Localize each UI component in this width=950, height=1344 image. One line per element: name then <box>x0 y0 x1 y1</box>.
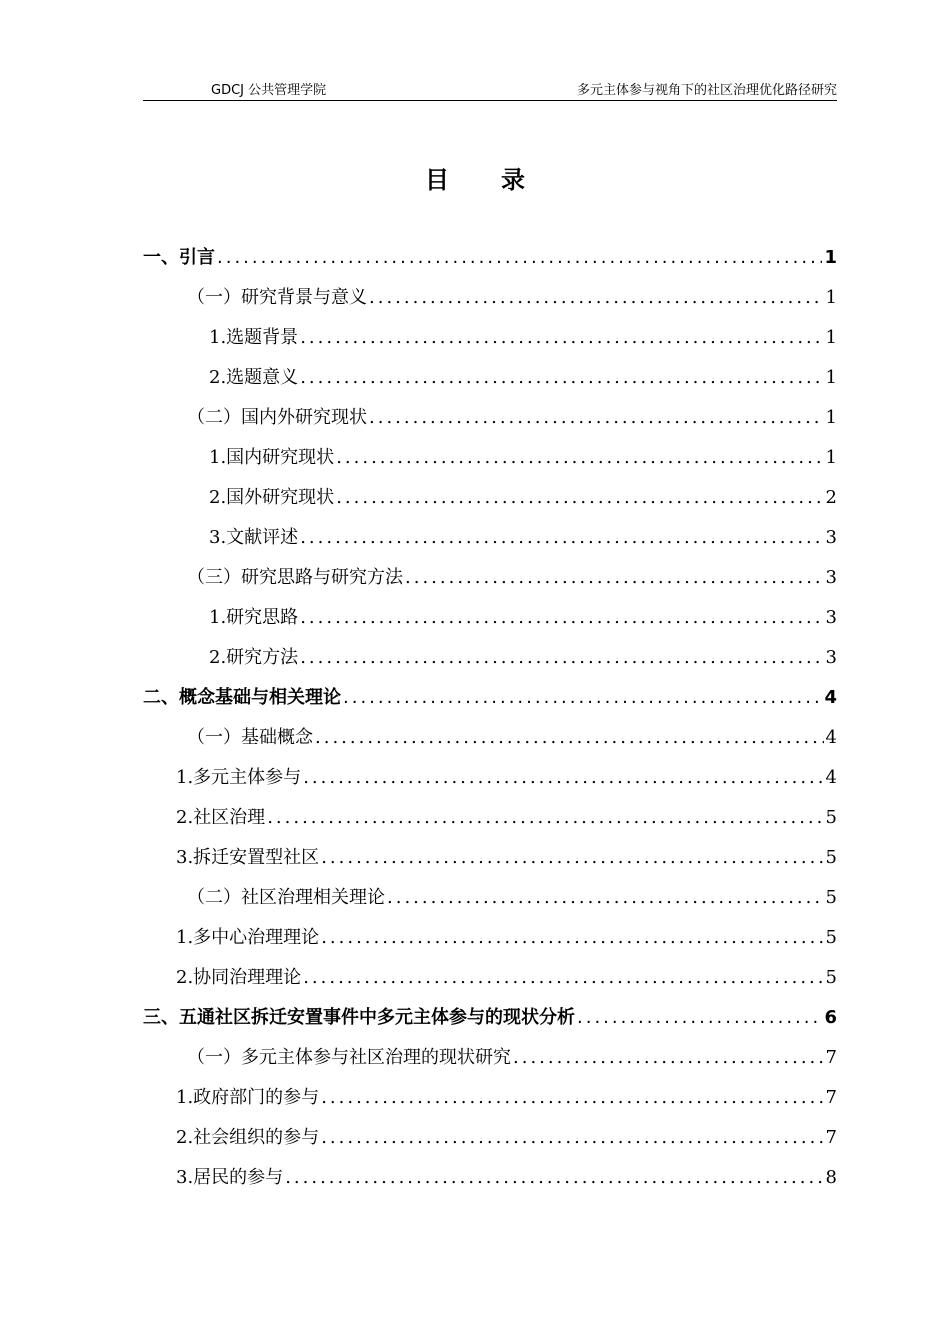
toc-entry-label: （二）国内外研究现状 <box>187 407 367 428</box>
toc-entry-label: 1.多元主体参与 <box>176 767 302 788</box>
toc-entry-level3[interactable] <box>143 1078 837 1118</box>
toc-entry-label: 2.国外研究现状 <box>209 487 335 508</box>
toc-entry-level2[interactable] <box>143 718 837 758</box>
toc-entry-label: 1.政府部门的参与 <box>176 1087 320 1108</box>
toc-entry-label: 1.多中心治理理论 <box>176 927 320 948</box>
toc-leader-dots <box>369 278 824 318</box>
toc-leader-dots <box>300 638 823 678</box>
toc-entry-label: 1.研究思路 <box>209 607 299 628</box>
toc-entry-page: 2 <box>825 487 837 508</box>
toc-entry-label: 一、引言 <box>143 247 215 268</box>
toc-leader-dots <box>405 558 824 598</box>
toc-entry-level1[interactable] <box>143 238 837 278</box>
toc-entry-level3[interactable] <box>143 358 837 398</box>
toc-entry-label: （二）社区治理相关理论 <box>187 887 385 908</box>
page-header <box>143 78 837 101</box>
toc-entry-label: 3.文献评述 <box>209 527 299 548</box>
header-thesis-title: 多元主体参与视角下的社区治理优化路径研究 <box>576 83 837 98</box>
toc-entry-page: 5 <box>825 927 837 948</box>
toc-entry-level2[interactable] <box>143 558 837 598</box>
toc-entry-page: 5 <box>825 807 837 828</box>
toc-entry-label: 2.研究方法 <box>209 647 299 668</box>
table-of-contents <box>143 238 837 1198</box>
toc-entry-page: 7 <box>825 1127 837 1148</box>
toc-leader-dots <box>336 438 823 478</box>
toc-entry-label: （一）多元主体参与社区治理的现状研究 <box>187 1047 511 1068</box>
toc-entry-level3[interactable] <box>143 918 837 958</box>
toc-entry-label: （一）基础概念 <box>187 727 313 748</box>
toc-leader-dots <box>303 958 823 998</box>
toc-entry-label: 1.选题背景 <box>209 327 299 348</box>
toc-entry-page: 5 <box>825 847 837 868</box>
toc-entry-level2[interactable] <box>143 878 837 918</box>
page-title: 目录 <box>425 166 577 194</box>
toc-leader-dots <box>336 478 823 518</box>
toc-entry-page: 5 <box>825 967 837 988</box>
toc-leader-dots <box>321 1118 823 1158</box>
toc-entry-level3[interactable] <box>143 758 837 798</box>
toc-entry-label: （一）研究背景与意义 <box>187 287 367 308</box>
toc-entry-level3[interactable] <box>143 478 837 518</box>
toc-leader-dots <box>300 318 823 358</box>
toc-entry-page: 4 <box>825 727 837 748</box>
toc-entry-level1[interactable] <box>143 998 837 1038</box>
toc-entry-level3[interactable] <box>143 958 837 998</box>
toc-entry-page: 7 <box>825 1047 837 1068</box>
toc-leader-dots <box>577 998 822 1038</box>
toc-entry-page: 8 <box>825 1167 837 1188</box>
toc-leader-dots <box>267 798 823 838</box>
toc-leader-dots <box>321 918 823 958</box>
toc-entry-label: 3.居民的参与 <box>176 1167 284 1188</box>
toc-leader-dots <box>343 678 822 718</box>
toc-leader-dots <box>321 1078 823 1118</box>
toc-entry-label: 三、五通社区拆迁安置事件中多元主体参与的现状分析 <box>143 1007 575 1028</box>
toc-entry-page: 1 <box>825 367 837 388</box>
toc-entry-page: 5 <box>825 887 837 908</box>
toc-entry-level3[interactable] <box>143 1158 837 1198</box>
toc-entry-level2[interactable] <box>143 278 837 318</box>
toc-entry-page: 6 <box>824 1007 837 1028</box>
toc-leader-dots <box>285 1158 823 1198</box>
toc-entry-page: 3 <box>825 647 837 668</box>
toc-entry-label: 2.社会组织的参与 <box>176 1127 320 1148</box>
toc-entry-level1[interactable] <box>143 678 837 718</box>
toc-entry-label: 1.国内研究现状 <box>209 447 335 468</box>
toc-entry-label: （三）研究思路与研究方法 <box>187 567 403 588</box>
toc-leader-dots <box>321 838 823 878</box>
toc-leader-dots <box>513 1038 824 1078</box>
toc-entry-page: 1 <box>825 447 837 468</box>
toc-leader-dots <box>315 718 824 758</box>
toc-entry-page: 3 <box>825 527 837 548</box>
toc-entry-level3[interactable] <box>143 1118 837 1158</box>
toc-entry-page: 1 <box>824 247 837 268</box>
toc-entry-level3[interactable] <box>143 598 837 638</box>
toc-entry-label: 2.社区治理 <box>176 807 266 828</box>
toc-leader-dots <box>303 758 823 798</box>
toc-entry-page: 1 <box>825 287 837 308</box>
toc-leader-dots <box>387 878 824 918</box>
toc-leader-dots <box>217 238 822 278</box>
toc-entry-level3[interactable] <box>143 838 837 878</box>
toc-entry-page: 4 <box>825 767 837 788</box>
toc-entry-page: 3 <box>825 567 837 588</box>
toc-leader-dots <box>300 598 823 638</box>
toc-entry-page: 1 <box>825 327 837 348</box>
toc-entry-page: 3 <box>825 607 837 628</box>
toc-entry-label: 二、概念基础与相关理论 <box>143 687 341 708</box>
toc-leader-dots <box>369 398 824 438</box>
header-institution: GDCJ 公共管理学院 <box>211 83 327 98</box>
toc-entry-page: 4 <box>824 687 837 708</box>
toc-entry-page: 7 <box>825 1087 837 1108</box>
toc-leader-dots <box>300 518 823 558</box>
toc-entry-label: 2.选题意义 <box>209 367 299 388</box>
toc-entry-level2[interactable] <box>143 1038 837 1078</box>
toc-entry-label: 3.拆迁安置型社区 <box>176 847 320 868</box>
toc-entry-level3[interactable] <box>143 438 837 478</box>
toc-entry-page: 1 <box>825 407 837 428</box>
toc-leader-dots <box>300 358 823 398</box>
toc-entry-level3[interactable] <box>143 798 837 838</box>
toc-entry-level3[interactable] <box>143 638 837 678</box>
toc-entry-level2[interactable] <box>143 398 837 438</box>
toc-entry-level3[interactable] <box>143 318 837 358</box>
toc-entry-label: 2.协同治理理论 <box>176 967 302 988</box>
toc-entry-level3[interactable] <box>143 518 837 558</box>
